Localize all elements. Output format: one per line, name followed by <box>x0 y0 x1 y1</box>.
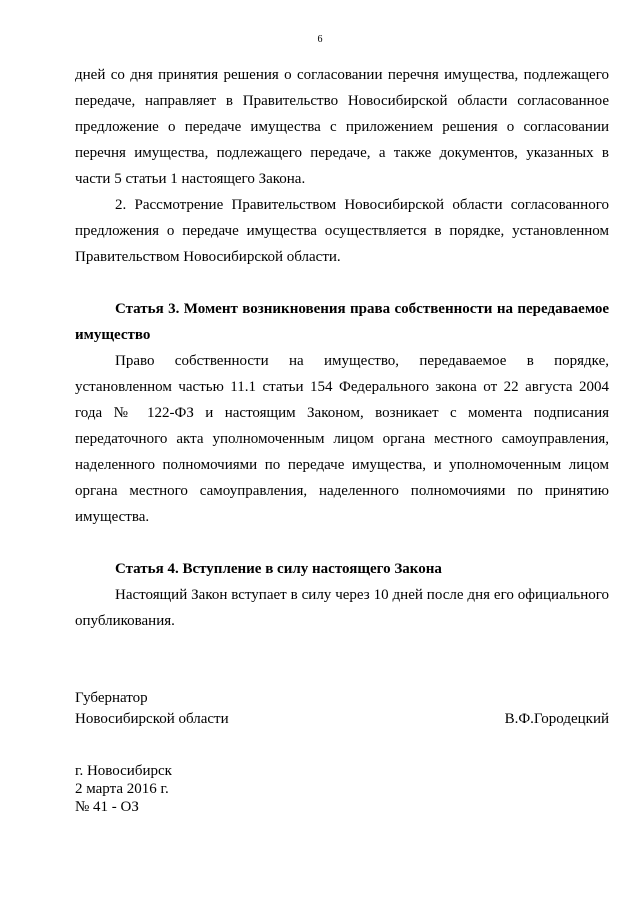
document-body <box>75 62 609 634</box>
signature-block <box>75 688 609 730</box>
spacer <box>75 270 609 296</box>
paragraph-continuation: дней со дня принятия решения о согласовании перечня имущества, подлежащего передаче, направляет в Правительство Новосибирской области согласованное предложение о передаче имущества с приложением решения о согласовании перечня имущества, подлежащего передаче, а также документов, указанных в части 5 статьи 1 настоящего Закона. <box>75 67 609 187</box>
article-3-heading: Статья 3. Момент возникновения права собственности на передаваемое имущество <box>75 301 609 343</box>
place-date-block <box>75 762 172 816</box>
signatory-title-line2: Новосибирской области <box>75 711 229 727</box>
signature-row <box>75 709 609 730</box>
spacer <box>75 530 609 556</box>
article-4-text: Настоящий Закон вступает в силу через 10 дней после дня его официального опубликования. <box>75 587 609 629</box>
city: г. Новосибирск <box>75 763 172 779</box>
law-number: № 41 - ОЗ <box>75 799 139 815</box>
paragraph-item-2: 2. Рассмотрение Правительством Новосибирской области согласованного предложения о передаче имущества осуществляется в порядке, установленном Правительством Новосибирской области. <box>75 197 609 265</box>
article-3-text: Право собственности на имущество, передаваемое в порядке, установленном частью 11.1 статьи 154 Федерального закона от 22 августа 2004 года № 122-ФЗ и настоящим Законом, возникает с момента подписания передаточного акта уполномоченным лицом органа местного самоуправления, наделенного полномочиями по передаче имущества, и уполномоченным лицом органа местного самоуправления, наделенного полномочиями по принятию имущества. <box>75 353 609 525</box>
signatory-name: В.Ф.Городецкий <box>504 711 609 727</box>
article-4-heading: Статья 4. Вступление в силу настоящего Закона <box>115 561 442 577</box>
date: 2 марта 2016 г. <box>75 781 169 797</box>
signatory-title-line1: Губернатор <box>75 690 148 706</box>
page-number: 6 <box>317 34 323 45</box>
